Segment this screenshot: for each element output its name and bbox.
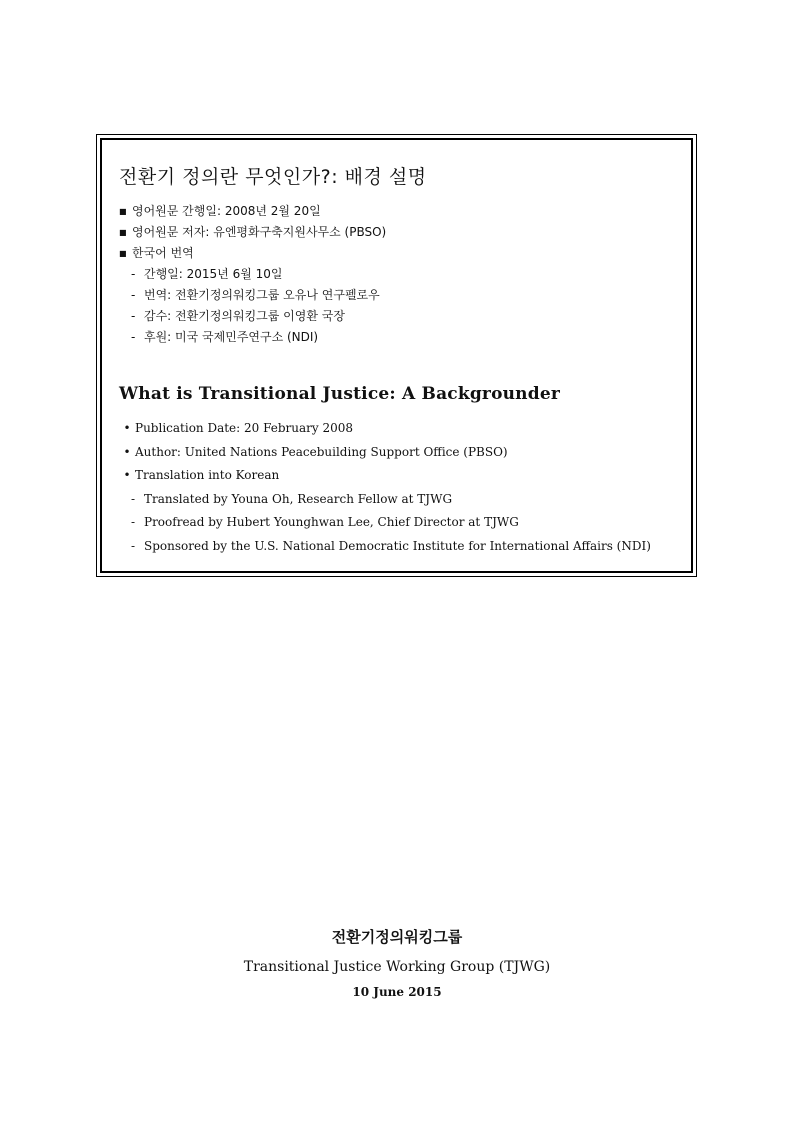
publisher-name-english: Transitional Justice Working Group (TJWG) (243, 959, 551, 975)
publisher-footer (0, 925, 794, 1002)
dash-marker: - (131, 288, 136, 302)
title-box-inner (100, 138, 693, 573)
english-info-item: • Publication Date: 20 February 2008 (119, 417, 651, 441)
english-info-item: • Author: United Nations Peacebuilding Support Office (PBSO) (119, 441, 651, 465)
round-bullet-icon: • (123, 468, 131, 482)
korean-info-list (119, 201, 386, 348)
title-box (96, 134, 697, 577)
dash-marker: - (131, 515, 136, 529)
english-title: What is Transitional Justice: A Backgrounder (119, 384, 560, 404)
dash-marker: - (131, 309, 136, 323)
english-sub-item: - Proofread by Hubert Younghwan Lee, Chief Director at TJWG (119, 511, 651, 535)
english-sub-item: - Translated by Youna Oh, Research Fellow at TJWG (119, 488, 651, 512)
english-info-item: • Translation into Korean (119, 464, 651, 488)
korean-info-item: ■ 영어원문 저자: 유엔평화구축지원사무소 (PBSO) (119, 222, 386, 243)
dash-marker: - (131, 330, 136, 344)
square-bullet-icon: ■ (119, 207, 127, 216)
korean-info-item: ■ 영어원문 간행일: 2008년 2월 20일 (119, 201, 386, 222)
korean-sub-item: - 간행일: 2015년 6월 10일 (119, 264, 386, 285)
round-bullet-icon: • (123, 421, 131, 435)
publisher-name-korean: 전환기정의워킹그룹 (331, 928, 463, 946)
square-bullet-icon: ■ (119, 228, 127, 237)
korean-sub-item: - 감수: 전환기정의워킹그룹 이영환 국장 (119, 306, 386, 327)
english-info-list (119, 417, 651, 558)
dash-marker: - (131, 538, 136, 553)
dash-marker: - (131, 267, 136, 281)
korean-sub-item: - 후원: 미국 국제민주연구소 (NDI) (119, 327, 386, 348)
publication-date: 10 June 2015 (352, 985, 442, 999)
korean-sub-item: - 번역: 전환기정의워킹그룹 오유나 연구펠로우 (119, 285, 386, 306)
round-bullet-icon: • (123, 444, 131, 459)
dash-marker: - (131, 491, 136, 506)
korean-info-item: ■ 한국어 번역 (119, 243, 386, 264)
korean-title: 전환기 정의란 무엇인가?: 배경 설명 (119, 166, 427, 188)
square-bullet-icon: ■ (119, 249, 127, 258)
english-sub-item: - Sponsored by the U.S. National Democratic Institute for International Affairs (NDI) (119, 535, 651, 559)
